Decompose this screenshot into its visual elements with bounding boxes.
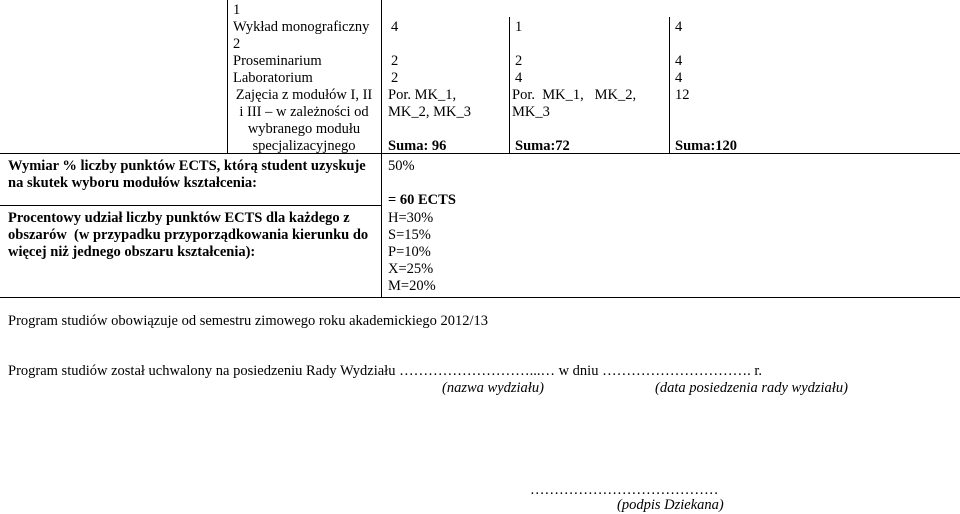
wymiar-label-line2: na skutek wyboru modułów kształcenia: [8,175,257,191]
row-label-2: 2 [233,36,241,52]
cell-laboratorium-c3: 4 [675,70,683,86]
table-border [0,205,381,206]
signature-dots: ………………………………… [530,482,719,498]
procent-value-m: M=20% [388,278,436,294]
row-label-laboratorium: Laboratorium [233,70,313,86]
sum-c3: Suma:120 [675,138,738,154]
sum-c1: Suma: 96 [388,138,447,154]
cell-proseminarium-c2: 2 [515,53,523,69]
procent-value-p: P=10% [388,244,431,260]
table-border [0,297,960,298]
cell-wyklad-c3: 4 [675,19,683,35]
table-border [669,17,670,153]
cell-wyklad-c2: 1 [515,19,523,35]
zajecia-label-line4: specjalizacyjnego [252,138,356,154]
row-label-proseminarium: Proseminarium [233,53,322,69]
program-validity-line: Program studiów obowiązuje od semestru zimowego roku akademickiego 2012/13 [8,313,489,329]
procent-label-line2: obszarów (w przypadku przyporządkowania kierunku do [8,227,369,243]
table-border [0,153,960,154]
procent-value-x: X=25% [388,261,434,277]
zajecia-c2-line2: MK_3 [512,104,550,120]
wymiar-label-line1: Wymiar % liczby punktów ECTS, którą student uzyskuje [8,158,366,174]
wymiar-value-percent: 50% [388,158,415,174]
row-label-1: 1 [233,2,241,18]
cell-laboratorium-c1: 2 [391,70,399,86]
zajecia-label-line2: i III – w zależności od [239,104,369,120]
row-label-wyklad: Wykład monograficzny [233,19,370,35]
procent-label-line3: więcej niż jednego obszaru kształcenia): [8,244,256,260]
meeting-date-caption: (data posiedzenia rady wydziału) [655,380,848,396]
wymiar-value-ects: = 60 ECTS [388,192,456,208]
zajecia-label-line3: wybranego modułu [247,121,361,137]
procent-value-h: H=30% [388,210,434,226]
program-approval-line: Program studiów został uchwalony na posiedzeniu Rady Wydziału ………………………...… w dniu …………………………. r. [8,363,762,379]
cell-laboratorium-c2: 4 [515,70,523,86]
cell-wyklad-c1: 4 [391,19,399,35]
procent-value-s: S=15% [388,227,431,243]
zajecia-c3: 12 [675,87,690,103]
zajecia-c1-line2: MK_2, MK_3 [388,104,471,120]
zajecia-c1-line1: Por. MK_1, [388,87,457,103]
cell-proseminarium-c1: 2 [391,53,399,69]
dean-signature-caption: (podpis Dziekana) [617,497,724,513]
faculty-name-caption: (nazwa wydziału) [442,380,544,396]
cell-proseminarium-c3: 4 [675,53,683,69]
procent-label-line1: Procentowy udział liczby punktów ECTS dla każdego z [8,210,350,226]
zajecia-c2-line1: Por. MK_1, MK_2, [512,87,637,103]
table-border [509,17,510,153]
table-border [381,0,382,297]
sum-c2: Suma:72 [515,138,570,154]
zajecia-label-line1: Zajęcia z modułów I, II [235,87,373,103]
